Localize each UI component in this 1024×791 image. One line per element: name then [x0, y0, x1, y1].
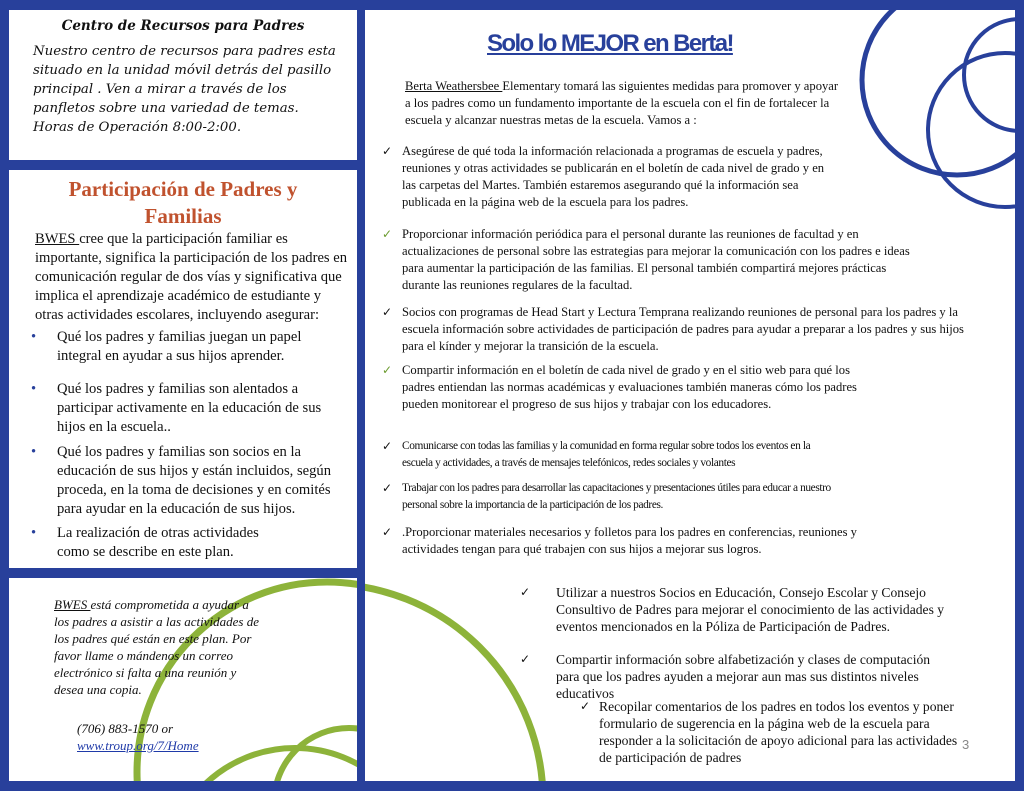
checkmark-icon: ✓	[382, 144, 393, 158]
checkmark-icon: ✓	[520, 585, 531, 599]
phone-number: (706) 883-1570 or	[77, 721, 174, 736]
participation-bullet-text: Qué los padres y familias son alentados a participar activamente en la educación de sus hijos en la escuela..	[57, 381, 322, 435]
resource-center-panel	[9, 10, 357, 160]
checkmark-icon: ✓	[382, 363, 393, 377]
participation-bullet	[31, 443, 337, 519]
action-item-text: Proporcionar información periódica para el personal durante las reuniones de facultad y en actualizaciones de personal sobre las estrategias para mejorar la comunicación con los padres e ideas para aumentar la participación de las familias. El personal también compartirá mejores prácticas durante las reuniones regulares de la facultad.	[402, 227, 910, 292]
checkmark-icon: ✓	[382, 227, 393, 241]
school-name: Berta Weathersbee	[405, 79, 503, 93]
checkmark-icon: ✓	[382, 525, 393, 539]
action-item-text: Compartir información sobre alfabetización y clases de computación para que los padres ayuden a mejorar aun mas sus distintos niveles educativos	[556, 652, 931, 701]
action-item	[382, 304, 982, 355]
page-number: 3	[962, 737, 970, 752]
main-title: Solo lo MEJOR en Berta!	[487, 30, 733, 57]
action-item-text: Utilizar a nuestros Socios en Educación, Consejo Escolar y Consejo Consultivo de Padres para mejorar el conocimiento de las actividades y eventos mencionados en la Póliza de Participación de Padres.	[556, 585, 945, 634]
bullet-icon: •	[31, 329, 37, 345]
action-item	[520, 651, 950, 702]
checkmark-icon: ✓	[580, 699, 591, 713]
action-item-text: .Proporcionar materiales necesarios y folletos para los padres en conferencias, reuniones y actividades tengan para qué trabajen con sus hijos a mejorar sus logros.	[402, 525, 857, 556]
school-abbrev: BWES	[35, 231, 80, 247]
participation-bullet	[31, 328, 327, 366]
main-intro-text: Elementary tomará las siguientes medidas para promover y apoyar a los padres como un fundamento importante de la escuela con el fin de fortalecer la escuela y alcanzar nuestras metas de la escuela. Vamos a :	[405, 79, 839, 127]
action-item	[382, 362, 862, 413]
action-item-text: Trabajar con los padres para desarrollar las capacitaciones y presentaciones útiles para educar a nuestro personal sobre la importancia de la participación de los padres.	[402, 482, 831, 511]
contact-note-text: está comprometida a ayudar a los padres a asistir a las actividades de los padres qué están en este plan. Por favor llame o mándenos un correo electrónico si falta a una reunión y desea una copia.	[54, 597, 259, 697]
action-item	[382, 438, 862, 472]
action-item-text: Comunicarse con todas las familias y la comunidad en forma regular sobre todos los eventos en la escuela y actividades, a través de mensajes telefónicos, redes sociales y volantes	[402, 440, 811, 469]
action-item	[382, 143, 862, 211]
contact-panel	[9, 578, 357, 781]
checkmark-icon: ✓	[520, 652, 531, 666]
main-panel	[365, 10, 1015, 781]
checkmark-icon: ✓	[382, 439, 393, 453]
participation-bullet-text: Qué los padres y familias juegan un papel integral en ayudar a sus hijos aprender.	[57, 329, 302, 364]
participation-title: Participación de Padres y Familias	[68, 177, 298, 228]
action-item	[382, 524, 862, 558]
school-abbrev: BWES	[54, 597, 91, 612]
website-link[interactable]	[33, 737, 199, 754]
bullet-icon: •	[31, 444, 37, 460]
participation-bullet-text: Qué los padres y familias son socios en la educación de sus hijos y están incluidos, según proceda, en la toma de decisiones y en comités para ayudar en la educación de sus hijos.	[57, 444, 331, 517]
checkmark-icon: ✓	[382, 481, 393, 495]
contact-note	[54, 596, 264, 698]
action-item	[520, 584, 945, 635]
participation-intro	[35, 230, 353, 325]
action-item	[382, 480, 862, 514]
action-item-text: Asegúrese de qué toda la información relacionada a programas de escuela y padres, reuniones y otras actividades se publicarán en el boletín de cada nivel de grado y en las carpetas del Martes. También estaremos asegurando qué la información sea publicada en la página web de la escuela para los padres.	[402, 144, 825, 209]
bullet-icon: •	[31, 525, 37, 541]
action-item-text: Recopilar comentarios de los padres en todos los eventos y poner formulario de sugerencia en la página web de la escuela para responder a la solicitación de apoyo adicional para las actividades de participación de padres	[599, 699, 958, 765]
resource-center-title: Centro de Recursos para Padres	[61, 18, 305, 34]
checkmark-icon: ✓	[382, 305, 393, 319]
action-item	[382, 226, 922, 294]
participation-bullet-text: La realización de otras actividades como se describe en este plan.	[57, 525, 259, 560]
bullet-icon: •	[31, 381, 37, 397]
main-intro	[405, 78, 845, 129]
website-link-text[interactable]: www.troup.org/7/Home	[77, 738, 199, 753]
participation-intro-text: cree que la participación familiar es importante, significa la participación de los padres en comunicación regular de dos vías y significativa que implica el aprendizaje académico de estudiante y otras actividades escolares, incluyendo asegurar:	[35, 231, 348, 323]
participation-panel	[9, 170, 357, 568]
resource-center-text: Nuestro centro de recursos para padres esta situado en la unidad móvil detrás del pasillo principal . Ven a mirar a través de los panfletos sobre una variedad de temas. Horas de Operación 8:00-2:00.	[33, 44, 336, 135]
action-item	[580, 698, 970, 766]
participation-bullet	[31, 380, 327, 437]
action-item-text: Compartir información en el boletín de cada nivel de grado y en el sitio web para qué los padres entiendan las normas académicas y evaluaciones también maneras cómo los padres pueden monitorear el progreso de sus hijos y trabajar con los educadores.	[402, 363, 857, 411]
participation-bullet	[31, 524, 267, 562]
action-item-text: Socios con programas de Head Start y Lectura Temprana realizando reuniones de personal para los padres y la escuela información sobre actividades de participación de padres para ayudar a preparar a los padres y sus hijos para el kínder y mejorar la transición de la escuela.	[402, 305, 964, 353]
